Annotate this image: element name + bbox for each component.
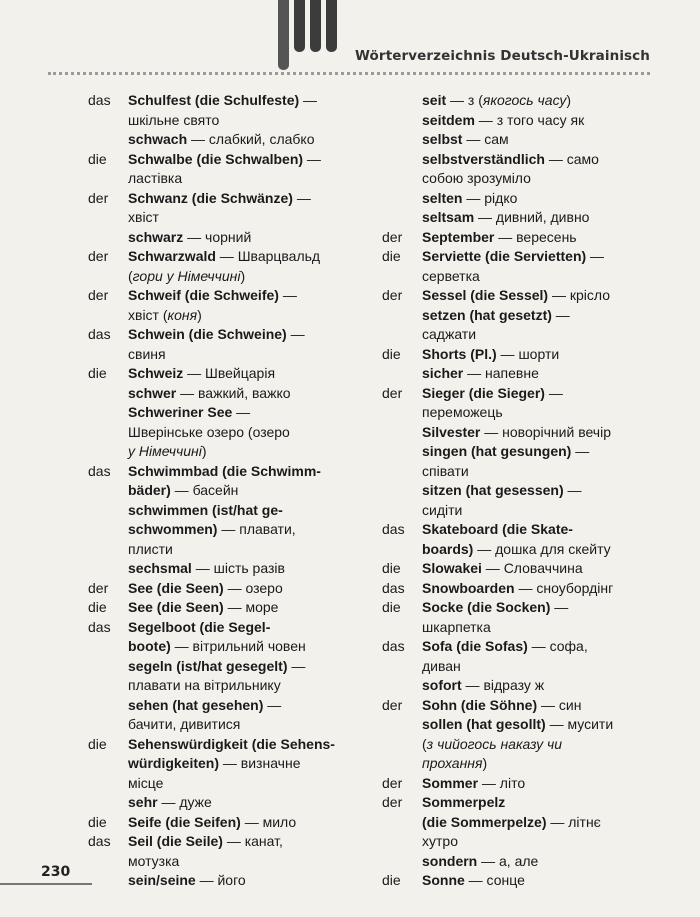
dictionary-entry <box>382 130 672 150</box>
entry-line: Sessel (die Sessel) — крісло <box>422 287 610 303</box>
article: das <box>88 833 111 849</box>
entry-text <box>128 793 388 813</box>
article: der <box>88 189 109 206</box>
dictionary-entry <box>382 442 672 481</box>
entry-line: sicher — напевне <box>422 365 539 381</box>
entry-line: прохання) <box>422 755 488 771</box>
dictionary-entry <box>382 579 672 599</box>
entry-line: ластівка <box>128 170 183 186</box>
entry-text <box>422 384 672 423</box>
article: das <box>382 521 405 537</box>
entry-text <box>422 442 672 481</box>
entry-line: Sehenswürdigkeit (die Sehens- <box>128 735 335 752</box>
article: die <box>382 345 401 362</box>
entry-text <box>128 579 388 599</box>
dictionary-entry <box>88 189 388 228</box>
dictionary-entry <box>88 598 388 618</box>
entry-line: seltsam — дивний, дивно <box>422 209 590 225</box>
dictionary-entry <box>88 403 388 462</box>
article: die <box>88 365 107 381</box>
article: der <box>382 794 403 810</box>
dictionary-entry <box>382 247 672 286</box>
entry-line: sehen (hat gesehen) — <box>128 696 282 713</box>
article: der <box>382 774 403 791</box>
entry-line: сидіти <box>422 501 463 518</box>
article: der <box>382 228 403 245</box>
article: das <box>382 579 405 596</box>
dictionary-entry <box>382 228 672 248</box>
entry-line: setzen (hat gesetzt) — <box>422 306 570 323</box>
entry-text <box>128 364 388 384</box>
dictionary-entry <box>88 579 388 599</box>
dictionary-entry <box>88 501 388 560</box>
entry-line: boards) — дошка для скейту <box>422 540 611 557</box>
entry-line: собою зрозуміло <box>422 170 531 186</box>
entry-line: Sohn (die Söhne) — син <box>422 696 582 713</box>
entry-text <box>128 696 388 735</box>
entry-text <box>422 150 672 189</box>
entry-text <box>422 579 672 599</box>
dictionary-entry <box>382 208 672 228</box>
dictionary-entry <box>382 696 672 716</box>
entry-line: диван <box>422 657 461 674</box>
entry-line: Schweriner See — <box>128 404 251 420</box>
entry-line: Socke (die Socken) — <box>422 599 569 615</box>
entry-line: Schweif (die Schweife) — <box>128 287 297 303</box>
entry-line: September — вересень <box>422 228 577 245</box>
entry-text <box>422 111 672 131</box>
dictionary-entry <box>88 735 388 794</box>
dictionary-entry <box>382 852 672 872</box>
dictionary-entry <box>88 364 388 384</box>
entry-line: (гори у Німеччині) <box>128 267 246 284</box>
entry-line: selbst — сам <box>422 131 509 147</box>
dictionary-entry <box>382 423 672 443</box>
entry-line: Sieger (die Sieger) — <box>422 384 563 401</box>
dictionary-entry <box>88 618 388 657</box>
dictionary-entry <box>382 481 672 520</box>
entry-line: Schweiz — Швейцарія <box>128 365 276 381</box>
entry-line: саджати <box>422 326 477 342</box>
entry-text <box>422 228 672 248</box>
article: das <box>88 462 111 479</box>
dictionary-entry <box>382 286 672 306</box>
entry-line: sofort — відразу ж <box>422 677 545 693</box>
dictionary-entry <box>88 793 388 813</box>
dictionary-entry <box>88 228 388 248</box>
dictionary-entry <box>88 130 388 150</box>
entry-line: sitzen (hat gesessen) — <box>422 482 582 498</box>
dictionary-entry <box>382 91 672 111</box>
entry-line: шкарпетка <box>422 618 491 635</box>
dictionary-entry <box>382 871 672 891</box>
entry-text <box>128 813 388 833</box>
dictionary-entry <box>88 657 388 696</box>
entry-line: sehr — дуже <box>128 794 212 810</box>
dictionary-entry <box>382 793 672 852</box>
article: der <box>382 287 403 303</box>
article: der <box>88 579 109 596</box>
dictionary-entry <box>88 286 388 325</box>
article: die <box>88 813 107 830</box>
entry-text <box>422 481 672 520</box>
dictionary-entry <box>88 150 388 189</box>
entry-text <box>422 306 672 345</box>
entry-text <box>422 676 672 696</box>
entry-line: Sofa (die Sofas) — софа, <box>422 638 588 654</box>
left-column <box>88 91 388 891</box>
entry-text <box>128 618 388 657</box>
entry-line: плавати на вітрильнику <box>128 677 281 693</box>
entry-line: місце <box>128 774 164 791</box>
entry-line: schwer — важкий, важко <box>128 384 291 401</box>
header-decoration <box>278 0 338 72</box>
entry-text <box>422 774 672 794</box>
entry-text <box>422 130 672 150</box>
entry-line: See (die Seen) — море <box>128 599 279 615</box>
entry-line: серветка <box>422 267 480 284</box>
entry-line: Schwanz (die Schwänze) — <box>128 189 311 206</box>
entry-text <box>128 735 388 794</box>
entry-line: Schwimmbad (die Schwimm- <box>128 462 321 479</box>
entry-text <box>128 832 388 871</box>
entry-line: Schwarzwald — Шварцвальд <box>128 248 321 264</box>
entry-line: хвіст (коня) <box>128 306 202 323</box>
entry-text <box>422 286 672 306</box>
entry-line: Segelboot (die Segel- <box>128 618 271 635</box>
entry-text <box>128 559 388 579</box>
entry-text <box>422 637 672 676</box>
entry-line: Silvester — новорічний вечір <box>422 423 611 440</box>
entry-line: Seife (die Seifen) — мило <box>128 813 297 830</box>
page-number-rule <box>0 883 92 885</box>
entry-text <box>422 715 672 774</box>
page-number: 230 <box>41 864 71 880</box>
article: der <box>382 384 403 401</box>
entry-text <box>422 345 672 365</box>
entry-line: sollen (hat gesollt) — мусити <box>422 716 614 732</box>
entry-line: seit — з (якогось часу) <box>422 92 572 108</box>
entry-text <box>128 130 388 150</box>
dictionary-entry <box>88 832 388 871</box>
dictionary-entry <box>382 345 672 365</box>
entry-line: Shorts (Pl.) — шорти <box>422 345 560 362</box>
entry-line: Serviette (die Servietten) — <box>422 248 605 264</box>
article: die <box>382 248 401 264</box>
article: der <box>382 696 403 713</box>
entry-line: boote) — вітрильний човен <box>128 638 306 654</box>
entry-line: Snowboarden — сноубордінг <box>422 579 614 596</box>
dictionary-entry <box>382 559 672 579</box>
entry-text <box>128 598 388 618</box>
entry-text <box>128 228 388 248</box>
entry-text <box>422 852 672 872</box>
entry-text <box>128 384 388 404</box>
entry-text <box>128 501 388 560</box>
entry-line: (die Sommerpelze) — літнє <box>422 813 601 830</box>
header-divider <box>48 72 650 75</box>
entry-text <box>128 325 388 364</box>
entry-line: selbstverständlich — само <box>422 150 599 167</box>
dictionary-entry <box>88 871 388 891</box>
entry-text <box>128 657 388 696</box>
entry-line: sechsmal — шість разів <box>128 560 285 576</box>
dictionary-entry <box>382 637 672 676</box>
entry-text <box>128 871 388 891</box>
entry-text <box>422 247 672 286</box>
article: der <box>88 248 109 264</box>
dictionary-entry <box>88 247 388 286</box>
article: die <box>88 150 107 167</box>
entry-text <box>422 364 672 384</box>
entry-text <box>422 520 672 559</box>
entry-line: See (die Seen) — озеро <box>128 579 283 596</box>
entry-line: sein/seine — його <box>128 872 246 888</box>
entry-line: schwarz — чорний <box>128 228 252 245</box>
dictionary-entry <box>382 384 672 423</box>
entry-line: Sonne — сонце <box>422 872 525 888</box>
article: das <box>88 618 111 635</box>
entry-line: Sommer — літо <box>422 774 526 791</box>
article: der <box>88 287 109 303</box>
entry-text <box>128 403 388 462</box>
entry-text <box>128 462 388 501</box>
entry-text <box>422 598 672 637</box>
entry-line: bäder) — басейн <box>128 482 239 498</box>
entry-line: selten — рідко <box>422 189 518 206</box>
entry-line: мотузка <box>128 852 180 869</box>
entry-line: schwommen) — плавати, <box>128 521 296 537</box>
entry-line: Slowakei — Словаччина <box>422 560 583 576</box>
dictionary-entry <box>88 696 388 735</box>
entry-text <box>422 208 672 228</box>
article: das <box>88 326 111 342</box>
dictionary-entry <box>382 774 672 794</box>
entry-line: Skateboard (die Skate- <box>422 521 573 537</box>
dictionary-entry <box>88 325 388 364</box>
dictionary-entry <box>382 189 672 209</box>
entry-text <box>422 423 672 443</box>
dictionary-entry <box>382 111 672 131</box>
dictionary-entry <box>88 91 388 130</box>
entry-line: würdigkeiten) — визначне <box>128 755 301 771</box>
entry-line: у Німеччині) <box>128 443 207 459</box>
entry-line: Seil (die Seile) — канат, <box>128 833 283 849</box>
dictionary-entry <box>88 384 388 404</box>
dictionary-entry <box>382 150 672 189</box>
dictionary-entry <box>382 520 672 559</box>
entry-text <box>128 91 388 130</box>
entry-text <box>128 247 388 286</box>
article: die <box>382 599 401 615</box>
entry-line: Schwalbe (die Schwalben) — <box>128 150 321 167</box>
article: die <box>88 735 107 752</box>
dictionary-entry <box>382 364 672 384</box>
entry-line: хвіст <box>128 209 159 225</box>
dictionary-entry <box>382 715 672 774</box>
entry-line: плисти <box>128 540 173 557</box>
entry-text <box>128 189 388 228</box>
article: die <box>382 872 401 888</box>
dictionary-entry <box>88 559 388 579</box>
dictionary-entry <box>88 813 388 833</box>
entry-line: (з чийогось наказу чи <box>422 735 563 752</box>
entry-line: singen (hat gesungen) — <box>422 443 590 459</box>
entry-line: шкільне свято <box>128 111 220 128</box>
right-column <box>382 91 672 891</box>
entry-line: sondern — а, але <box>422 852 539 869</box>
article: die <box>88 599 107 615</box>
entry-text <box>422 189 672 209</box>
entry-line: бачити, дивитися <box>128 716 241 732</box>
entry-line: співати <box>422 462 469 479</box>
article: das <box>88 92 111 108</box>
page-title: Wörterverzeichnis Deutsch-Ukrainisch <box>355 48 650 64</box>
article: die <box>382 560 401 576</box>
entry-line: segeln (ist/hat gesegelt) — <box>128 657 306 674</box>
entry-line: Sommerpelz <box>422 794 506 810</box>
dictionary-entry <box>382 676 672 696</box>
entry-line: хутро <box>422 833 458 849</box>
entry-line: seitdem — з того часу як <box>422 111 585 128</box>
entry-text <box>422 91 672 111</box>
entry-text <box>422 871 672 891</box>
entry-text <box>422 696 672 716</box>
entry-line: Schulfest (die Schulfeste) — <box>128 92 318 108</box>
entry-line: свиня <box>128 345 166 362</box>
dictionary-entry <box>382 598 672 637</box>
entry-line: переможець <box>422 404 503 420</box>
entry-text <box>128 150 388 189</box>
article: das <box>382 638 405 654</box>
entry-line: schwach — слабкий, слабко <box>128 131 315 147</box>
entry-text <box>422 793 672 852</box>
entry-line: Шверінське озеро (озеро <box>128 423 290 440</box>
entry-text <box>422 559 672 579</box>
dictionary-entry <box>88 462 388 501</box>
entry-line: Schwein (die Schweine) — <box>128 326 305 342</box>
dictionary-entry <box>382 306 672 345</box>
entry-text <box>128 286 388 325</box>
entry-line: schwimmen (ist/hat ge- <box>128 501 283 518</box>
